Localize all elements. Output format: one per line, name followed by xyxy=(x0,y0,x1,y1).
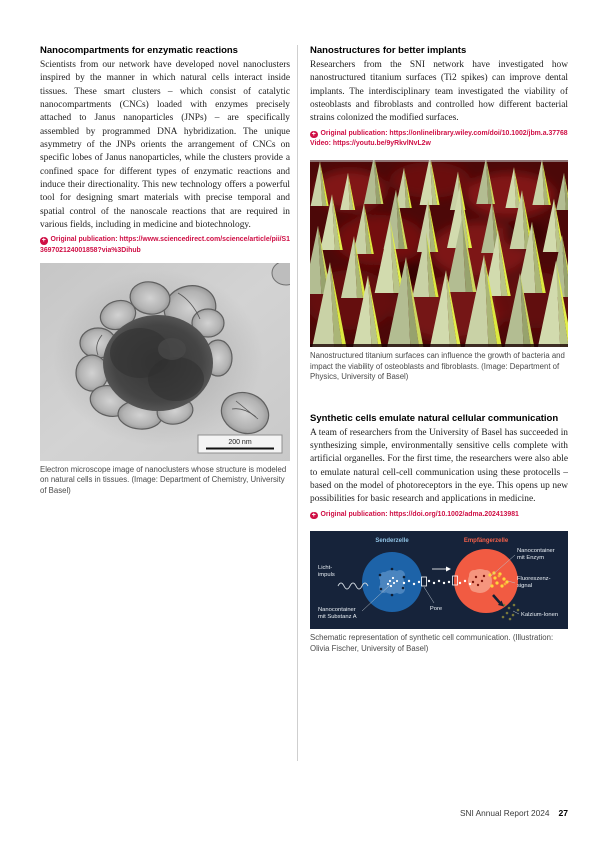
svg-text:mit Enzym: mit Enzym xyxy=(517,555,545,562)
publication-link[interactable]: https://onlinelibrary.wiley.com/doi/10.1002/jbm.a.37768 xyxy=(389,129,568,137)
left-column xyxy=(40,45,290,496)
nanocontainer-substance-label: Nanocontainer xyxy=(318,607,356,614)
report-title: SNI Annual Report 2024 xyxy=(459,808,550,818)
light-impulse-label: Licht- xyxy=(318,565,333,572)
right-column xyxy=(310,45,568,655)
svg-text:impuls: impuls xyxy=(318,572,335,579)
column-divider xyxy=(297,45,298,761)
scale-bar-label: 200 nm xyxy=(228,438,252,446)
section-heading-implants: Nanostructures for better implants xyxy=(310,45,467,56)
electron-microscope-image xyxy=(40,263,290,461)
nanocontainer-enzyme-label: Nanocontainer xyxy=(517,548,555,555)
pore-label: Pore xyxy=(429,606,443,613)
em-figure-caption: Electron microscope image of nanoclusters whose structure is modeled on natural cells in tissues. (Image: Department of Chemistry, University of Basel) xyxy=(40,464,287,495)
cell-communication-figure xyxy=(310,531,568,629)
svg-text:mit Substanz A: mit Substanz A xyxy=(318,614,357,621)
video-line-implants xyxy=(310,139,568,150)
fluorescence-label: Fluoreszenz- xyxy=(517,576,551,583)
publication-line-enzymatic xyxy=(40,235,290,256)
page-number: 27 xyxy=(558,808,568,818)
page-footer xyxy=(460,808,568,818)
titanium-figure-caption: Nanostructured titanium surfaces can influence the growth of bacteria and impact the viability of osteoblasts and fibroblasts. (Image: Department of Physics, University of Basel) xyxy=(310,350,565,382)
em-figure xyxy=(40,263,290,461)
publication-line-implants xyxy=(310,129,568,140)
cell-communication-diagram xyxy=(310,531,568,629)
section-heading-enzymatic: Nanocompartments for enzymatic reactions xyxy=(40,45,238,56)
video-label: Video: xyxy=(310,140,331,148)
publication-label: Original publication: xyxy=(320,129,388,137)
video-link[interactable]: https://youtu.be/9yRkvlNvL2w xyxy=(332,140,431,148)
publication-label: Original publication: xyxy=(50,236,118,244)
cell-communication-caption: Schematic representation of synthetic cell communication. (Illustration: Olivia Fischer, University of Basel) xyxy=(310,633,554,653)
publication-label: Original publication: xyxy=(320,510,388,518)
section-heading-synthetic: Synthetic cells emulate natural cellular communication xyxy=(310,412,559,424)
receiver-cell-label: Empfängerzelle xyxy=(463,538,509,545)
publication-link[interactable]: https://doi.org/10.1002/adma.202413981 xyxy=(389,510,519,518)
publication-plus-icon: + xyxy=(41,237,46,245)
calcium-ions-label: Kalzium-Ionen xyxy=(521,612,559,619)
section-body-implants: Researchers from the SNI network have investigated how nanostructured titanium surfaces (Ti2 spikes) can improve dental implants. The interdisciplinary team investigated the viability of osteoblasts and fibroblasts and controlled how different bacterial strains colonized the modified surfaces. xyxy=(310,60,568,124)
publication-plus-icon: + xyxy=(311,511,316,519)
publication-line-synthetic xyxy=(310,510,568,521)
section-body-enzymatic: Scientists from our network have developed novel nanoclusters inspired by the manner in which natural cells interact inside tissues. These smart clusters – which consist of catalytic nanocompartments (CNCs) loaded with enzymes precisely attached to Janus nanoparticles (JNPs) – are specifically assembled by programmed DNA hybridization. The unique asymmetry of the JNPs orients the arrangement of CNCs on specific lobes of Janus nanoparticles, while the clusters provide a confined space for different types of enzymatic reactions and induce their directionality. This new technology offers a powerful tool for designing smart materials with precise temporal and spatial control of the nanoscale reactions that are required in various fields, including in medicine and biotechnology. xyxy=(40,60,290,231)
svg-text:signal: signal xyxy=(517,583,533,590)
sender-cell-label: Senderzelle xyxy=(375,538,409,545)
titanium-figure xyxy=(310,160,568,347)
titanium-spikes-image xyxy=(310,160,568,347)
section-body-synthetic: A team of researchers from the University of Basel has succeeded in synthesizing simple, environmentally sensitive cells complete with artificial organelles. For the first time, the researchers were also able to emulate natural cell-cell communication using these protocells – based on the model of photoreceptors in the eye. This opens up new possibilities for basic research and applications in medicine. xyxy=(310,427,568,505)
publication-link[interactable]: https://www.sciencedirect.com/science/article/pii/S1369702124001858?via%3Dihub xyxy=(40,236,290,255)
publication-plus-icon: + xyxy=(311,130,316,138)
